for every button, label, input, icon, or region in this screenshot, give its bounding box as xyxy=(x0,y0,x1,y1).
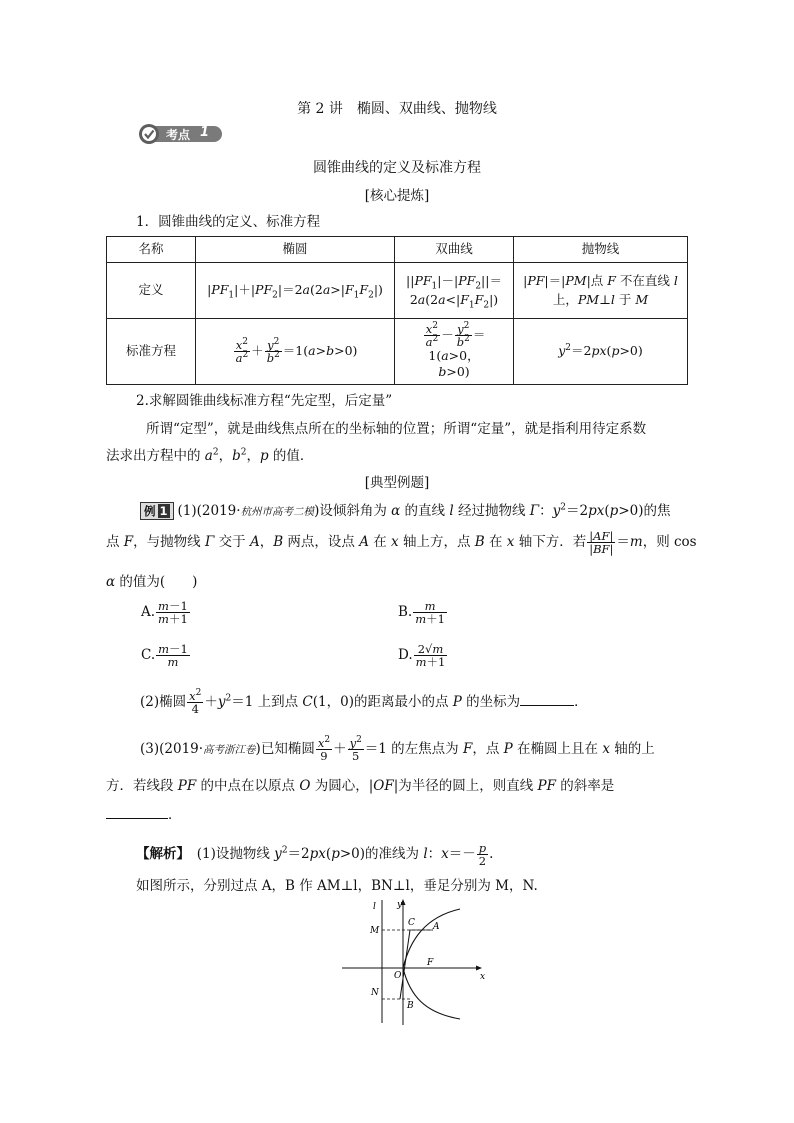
table-header: 双曲线 xyxy=(395,237,514,263)
question-3-line-3: ． xyxy=(106,803,182,823)
example-badge xyxy=(140,502,174,520)
label-l: l xyxy=(373,902,376,912)
topic-badge xyxy=(138,124,224,144)
x-axis-arrow xyxy=(476,966,482,971)
label-y: y xyxy=(397,900,403,910)
hyperbola-equation: $\frac{x^2}{a^2}$ － $\frac{y^2}{b^2}$ ＝1(a>0， b>0) xyxy=(395,319,514,385)
source-label: 高考浙江卷 xyxy=(203,744,256,757)
topic-badge-label: 考点 xyxy=(166,128,191,142)
parabola-equation: $y^2=2px(p>0)$ xyxy=(514,319,688,385)
question-1-line-3: α 的值为( ) xyxy=(106,574,198,590)
question-1-line-2: 点 F，与抛物线 Γ 交于 A，B 两点，设点 A 在 x 轴上方，点 B 在 x 轴下方．若 $\frac{|AF|}{|BF|}$ ＝m，则 cos xyxy=(106,529,697,557)
example-heading: [典型例题] xyxy=(364,475,430,491)
label-m: M xyxy=(370,926,380,936)
label-x: x xyxy=(480,972,486,982)
page-title: 第 2 讲 椭圆、双曲线、抛物线 xyxy=(297,101,497,117)
point-2: 2.求解圆锥曲线标准方程“先定型，后定量” xyxy=(136,393,393,409)
option-c[interactable]: C. $\frac{m-1}{m}$ xyxy=(141,642,188,670)
table-header: 椭圆 xyxy=(196,237,395,263)
label-f: F xyxy=(427,958,434,968)
point-1: 1．圆锥曲线的定义、标准方程 xyxy=(136,214,321,230)
table-header-row xyxy=(107,237,688,263)
core-heading: [核心提炼] xyxy=(364,188,430,204)
option-b[interactable]: B. $\frac{m}{m+1}$ xyxy=(398,599,445,627)
topic-badge-number: 1 xyxy=(200,125,210,140)
example-number: 1 xyxy=(159,504,168,518)
option-a[interactable]: A. $\frac{m-1}{m+1}$ xyxy=(141,599,188,627)
source-label: 杭州市高考二模 xyxy=(240,506,315,518)
label-b: B xyxy=(407,1001,414,1011)
analysis-label: 【解析】 xyxy=(136,846,184,863)
paragraph-text: 法求出方程中的 xyxy=(106,448,205,464)
label-a: A xyxy=(433,922,440,932)
question-1-line-1: 例 1 (1)(2019·杭州市高考二模)设倾斜角为 α 的直线 l 经过抛物线 Γ：$y^2=2px(p>0)$的焦 xyxy=(140,499,670,520)
hyperbola-definition: $||PF_1|-|PF_2||=$ $2a(2a<|F_1F_2|)$ xyxy=(395,263,514,319)
analysis-line: 【解析】 (1)设抛物线 $y^2=2px(p>0)$的准线为 l：x＝－ $\frac{p}{2}$ . xyxy=(136,841,494,869)
parabola-figure xyxy=(330,895,490,1030)
answer-blank[interactable] xyxy=(106,818,168,819)
label-o: O xyxy=(394,971,402,981)
row-label-definition: 定义 xyxy=(107,263,196,319)
line-ab xyxy=(400,930,410,999)
question-3-line-2: 方．若线段 PF 的中点在以原点 O 为圆心，|OF|为半径的圆上，则直线 PF 的斜率是 xyxy=(106,778,615,794)
example-label: 例 xyxy=(144,504,156,518)
paragraph-line: 法求出方程中的 $a^2$，$b^2$，p 的值． xyxy=(106,447,314,464)
answer-blank[interactable] xyxy=(520,705,574,706)
option-d[interactable]: D. $\frac{2√m}{m+1}$ xyxy=(398,642,446,670)
row-label-standard: 标准方程 xyxy=(107,319,196,385)
table-header: 抛物线 xyxy=(514,237,688,263)
parabola-definition: |PF|＝|PM|点 F 不在直线 l 上，PM⊥l 于 M xyxy=(514,263,688,319)
question-2: (2)椭圆 $\frac{x^2}{4}$ $+y^2=1$ 上到点 C(1，0)的距离最小的点 P 的坐标为 ． xyxy=(140,688,588,717)
ellipse-equation: $\frac{x^2}{a^2}$ ＋ $\frac{y^2}{b^2}$ ＝1(a>b>0) xyxy=(196,319,395,385)
paragraph-line: 所谓“定型”，就是曲线焦点所在的坐标轴的位置；所谓“定量”，就是指利用待定系数 xyxy=(146,421,647,437)
label-n: N xyxy=(371,988,379,998)
paragraph-text: 的值． xyxy=(268,448,314,464)
table-row xyxy=(107,319,688,385)
label-c: C xyxy=(408,918,415,928)
conic-table xyxy=(106,236,688,385)
ellipse-definition: $|PF_1|+|PF_2|=2a(2a>|F_1F_2|)$ xyxy=(196,263,395,319)
section-title: 圆锥曲线的定义及标准方程 xyxy=(313,160,481,176)
table-row xyxy=(107,263,688,319)
question-3-line-1: (3)(2019·高考浙江卷)已知椭圆 $\frac{x^2}{9}$ ＋ $\frac{y^2}{5}$ ＝1 的左焦点为 F，点 P 在椭圆上且在 x 轴的上 xyxy=(140,735,655,764)
table-header: 名称 xyxy=(107,237,196,263)
figure-intro: 如图所示，分别过点 A，B 作 AM⊥l，BN⊥l，垂足分别为 M，N. xyxy=(136,878,538,894)
